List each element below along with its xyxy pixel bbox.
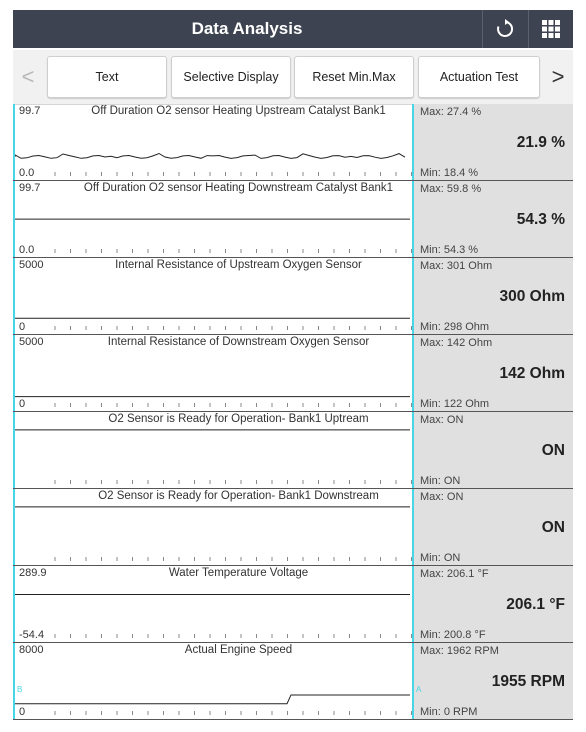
parameter-plot [15, 258, 412, 335]
cursor-marker-a: A [416, 685, 422, 694]
text-button[interactable]: Text [47, 56, 167, 98]
graph-min-label: -54.4 [19, 629, 45, 641]
parameter-stats [414, 643, 573, 719]
parameter-row[interactable] [13, 104, 573, 181]
parameter-plot [15, 335, 412, 412]
parameter-trace [15, 154, 405, 159]
title-bar [13, 10, 573, 48]
min-value: Min: 54.3 % [420, 244, 479, 256]
max-value: Max: ON [420, 491, 464, 503]
scroll-left-button[interactable]: < [21, 64, 35, 89]
current-value: 142 Ohm [499, 365, 565, 382]
parameter-trace [15, 695, 410, 704]
refresh-icon [495, 19, 515, 39]
min-value: Min: 122 Ohm [420, 398, 490, 410]
max-value: Max: 301 Ohm [420, 260, 493, 272]
parameter-graph [13, 335, 414, 411]
parameter-name: O2 Sensor is Ready for Operation- Bank1 Uptream [108, 413, 369, 425]
parameter-plot [15, 104, 412, 181]
current-value: 54.3 % [516, 211, 565, 228]
max-value: Max: ON [420, 414, 464, 426]
current-value: 21.9 % [516, 134, 565, 151]
grid-menu-button[interactable] [528, 10, 573, 48]
graph-max-label: 8000 [19, 644, 44, 656]
parameter-graph [13, 566, 414, 642]
parameter-stats [414, 104, 573, 180]
reset-min-max-button[interactable]: Reset Min.Max [294, 56, 414, 98]
max-value: Max: 206.1 °F [420, 568, 489, 580]
min-value: Min: 0 RPM [420, 706, 478, 718]
parameter-row[interactable] [13, 258, 573, 335]
graph-max-label: 99.7 [19, 105, 41, 117]
max-value: Max: 1962 RPM [420, 645, 499, 657]
max-value: Max: 27.4 % [420, 106, 482, 118]
graph-min-label: 0.0 [19, 244, 35, 256]
grid-icon [542, 20, 560, 38]
parameter-row[interactable] [13, 181, 573, 258]
max-value: Max: 142 Ohm [420, 337, 493, 349]
graph-min-label: 0.0 [19, 167, 35, 179]
parameter-plot [15, 489, 412, 566]
parameter-row[interactable] [13, 566, 573, 643]
parameter-graph [13, 643, 414, 719]
min-value: Min: 200.8 °F [420, 629, 486, 641]
parameter-stats [414, 335, 573, 411]
graph-max-label: 5000 [19, 259, 44, 271]
parameter-name: Off Duration O2 sensor Heating Downstream Catalyst Bank1 [83, 182, 394, 194]
graph-min-label: 0 [19, 321, 26, 333]
parameter-plot [15, 412, 412, 489]
current-value: 206.1 °F [506, 596, 565, 613]
actuation-test-button[interactable]: Actuation Test [418, 56, 540, 98]
refresh-button[interactable] [482, 10, 527, 48]
toolbar [13, 50, 573, 105]
parameter-graph [13, 104, 414, 180]
parameter-name: O2 Sensor is Ready for Operation- Bank1 Downstream [98, 490, 379, 502]
current-value: 1955 RPM [491, 673, 565, 690]
max-value: Max: 59.8 % [420, 183, 482, 195]
parameter-graph [13, 181, 414, 257]
graph-min-label: 0 [19, 398, 26, 410]
parameter-stats [414, 412, 573, 488]
parameter-name: Actual Engine Speed [184, 644, 293, 656]
current-value: ON [541, 442, 565, 459]
parameter-name: Off Duration O2 sensor Heating Upstream Catalyst Bank1 [91, 105, 386, 117]
parameter-stats [414, 566, 573, 642]
min-value: Min: ON [420, 475, 461, 487]
parameter-stats [414, 181, 573, 257]
parameter-graph [13, 489, 414, 565]
graph-max-label: 99.7 [19, 182, 41, 194]
min-value: Min: 298 Ohm [420, 321, 490, 333]
parameter-graph [13, 412, 414, 488]
graph-min-label: 0 [19, 706, 26, 718]
parameter-stats [414, 258, 573, 334]
page-title: Data Analysis [191, 19, 303, 38]
parameter-stats [414, 489, 573, 565]
parameter-graph [13, 258, 414, 334]
min-value: Min: 18.4 % [420, 167, 479, 179]
parameter-name: Water Temperature Voltage [168, 567, 309, 579]
parameter-name: Internal Resistance of Downstream Oxygen Sensor [107, 336, 370, 348]
graph-max-label: 5000 [19, 336, 44, 348]
graph-max-label: 289.9 [19, 567, 47, 579]
current-value: ON [541, 519, 565, 536]
selective-display-button[interactable]: Selective Display [171, 56, 291, 98]
parameter-name: Internal Resistance of Upstream Oxygen Sensor [115, 259, 362, 271]
current-value: 300 Ohm [499, 288, 565, 305]
cursor-marker-b: B [17, 685, 23, 694]
parameter-plot [15, 643, 412, 720]
min-value: Min: ON [420, 552, 461, 564]
parameter-row[interactable] [13, 489, 573, 566]
parameter-plot [15, 566, 412, 643]
scroll-right-button[interactable]: > [551, 64, 565, 89]
parameter-row[interactable] [13, 335, 573, 412]
parameter-plot [15, 181, 412, 258]
parameter-row[interactable] [13, 643, 573, 720]
parameter-row[interactable] [13, 412, 573, 489]
